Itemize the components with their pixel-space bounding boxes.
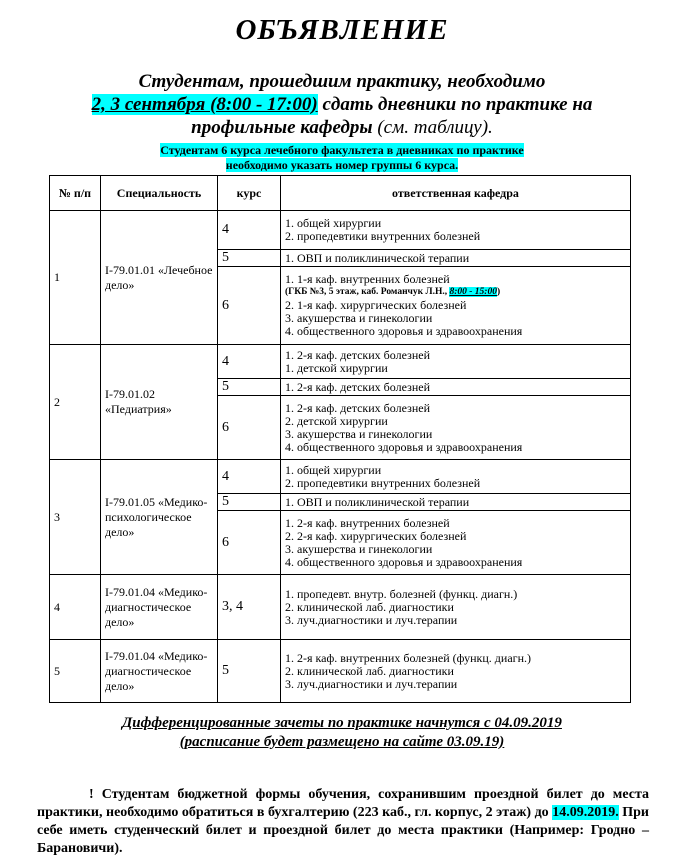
department-cell <box>281 267 631 345</box>
department-item: 4. общественного здоровья и здравоохранения <box>285 324 523 338</box>
table-body <box>50 211 631 703</box>
diff-line-2: (расписание будет размещено на сайте 03.09.19) <box>179 734 505 750</box>
department-cell <box>281 250 631 267</box>
intro-dates: 2, 3 сентября (8:00 - 17:00) <box>91 94 318 115</box>
row-number: 3 <box>50 460 101 575</box>
table-row <box>50 345 631 379</box>
header-specialty: Специальность <box>101 176 218 211</box>
department-item: 1. 2-я каф. внутренних болезней <box>285 515 450 530</box>
department-item: 1. пропедевт. внутр. болезней (функц. диагн.) <box>285 586 518 601</box>
table-header-row <box>50 176 631 211</box>
department-cell <box>281 460 631 494</box>
department-item: 1. ОВП и поликлинической терапии <box>285 250 470 265</box>
department-cell <box>281 345 631 379</box>
course-cell: 6 <box>218 511 281 575</box>
specialty-cell: I-79.01.02 «Педиатрия» <box>101 345 218 460</box>
row-number: 4 <box>50 575 101 640</box>
department-item: 2. пропедевтики внутренних болезней <box>285 475 481 490</box>
intro-text <box>40 70 644 139</box>
intro-line-1: Студентам, прошедшим практику, необходимо <box>138 71 546 92</box>
note-line-2: необходимо указать номер группы 6 курса. <box>225 158 459 172</box>
department-item: 1. общей хирургии <box>285 216 382 230</box>
header-department: ответственная кафедра <box>281 176 631 211</box>
note-line-1: Студентам 6 курса лечебного факультета в дневниках по практике <box>160 143 524 157</box>
department-item: 4. общественного здоровья и здравоохранения <box>285 554 523 569</box>
location-end: ) <box>496 287 501 297</box>
department-item: 1. 2-я каф. детских болезней <box>285 400 430 415</box>
budget-students-notice <box>37 786 649 858</box>
department-item: 1. ОВП и поликлинической терапии <box>285 494 470 509</box>
specialty-cell: I-79.01.05 «Медико-психологическое дело» <box>101 460 218 575</box>
specialty-cell: I-79.01.04 «Медико-диагностическое дело» <box>101 575 218 640</box>
course-cell: 5 <box>218 379 281 396</box>
course-cell: 6 <box>218 396 281 460</box>
department-item: 2. 2-я каф. хирургических болезней <box>285 528 467 543</box>
specialty-cell: I-79.01.04 «Медико-диагностическое дело» <box>101 640 218 703</box>
diff-line-1: Дифференцированные зачеты по практике начнутся с 04.09.2019 <box>122 715 562 731</box>
row-number: 2 <box>50 345 101 460</box>
intro-line-3-paren: (см. таблицу). <box>372 117 493 138</box>
bottom-date: 14.09.2019. <box>552 805 619 820</box>
department-item: 1. 2-я каф. детских болезней <box>285 379 430 394</box>
location-text: (ГКБ №3, 5 этаж, каб. Романчук Л.Н., <box>285 287 450 297</box>
bottom-text-before: ! Студентам бюджетной формы обучения, сохранившим проездной билет до места практики, необходимо обратиться в бухгалтерию (223 каб., гл. корпус, 2 этаж) до <box>37 787 649 820</box>
department-item: 3. акушерства и гинекологии <box>285 311 433 325</box>
department-cell <box>281 211 631 250</box>
department-cell <box>281 494 631 511</box>
department-item: 4. общественного здоровья и здравоохранения <box>285 439 523 454</box>
differentiated-credits-notice <box>0 714 684 752</box>
location-hours: 8:00 - 15:00 <box>449 287 497 297</box>
department-item: 2. пропедевтики внутренних болезней <box>285 229 481 243</box>
table-row <box>50 640 631 703</box>
department-item: 2. 1-я каф. хирургических болезней <box>285 298 467 312</box>
intro-line-2 <box>40 93 644 116</box>
specialty-cell: I-79.01.01 «Лечебное дело» <box>101 211 218 345</box>
department-cell <box>281 575 631 640</box>
department-item: 3. акушерства и гинекологии <box>285 426 433 441</box>
row-number: 1 <box>50 211 101 345</box>
page-title: ОБЪЯВЛЕНИЕ <box>235 14 449 46</box>
department-item: 1. 2-я каф. детских болезней <box>285 347 430 362</box>
department-item: 2. детской хирургии <box>285 413 388 428</box>
course-cell: 6 <box>218 267 281 345</box>
course-cell: 4 <box>218 211 281 250</box>
department-item: 1. 2-я каф. внутренних болезней (функц. диагн.) <box>285 650 531 665</box>
department-item: 3. луч.диагностики и луч.терапии <box>285 612 458 627</box>
department-cell <box>281 379 631 396</box>
department-cell <box>281 511 631 575</box>
course-cell: 5 <box>218 640 281 703</box>
department-item: 2. клинической лаб. диагностики <box>285 663 454 678</box>
table-row <box>50 211 631 250</box>
group-note <box>0 143 684 173</box>
department-item: 1. детской хирургии <box>285 360 388 375</box>
department-item: 3. акушерства и гинекологии <box>285 541 433 556</box>
header-num: № п/п <box>50 176 101 211</box>
table-row <box>50 460 631 494</box>
course-cell: 4 <box>218 460 281 494</box>
course-cell: 3, 4 <box>218 575 281 640</box>
practice-table <box>49 175 631 703</box>
header-course: курс <box>218 176 281 211</box>
row-number: 5 <box>50 640 101 703</box>
department-item: 3. луч.диагностики и луч.терапии <box>285 676 458 691</box>
course-cell: 4 <box>218 345 281 379</box>
department-cell <box>281 640 631 703</box>
course-cell: 5 <box>218 494 281 511</box>
intro-line-2-rest: сдать дневники по практике на <box>317 94 593 115</box>
department-item: 1. общей хирургии <box>285 462 382 477</box>
department-item: 2. клинической лаб. диагностики <box>285 599 454 614</box>
intro-line-3 <box>40 116 644 139</box>
intro-line-3-main: профильные кафедры <box>191 117 373 138</box>
course-cell: 5 <box>218 250 281 267</box>
department-cell <box>281 396 631 460</box>
bottom-text-after: При себе иметь студенческий билет и проездной билет до места практики (Например: Гродно – Барановичи). <box>37 805 649 856</box>
department-item: 1. 1-я каф. внутренних болезней <box>285 272 450 286</box>
table-row <box>50 575 631 640</box>
